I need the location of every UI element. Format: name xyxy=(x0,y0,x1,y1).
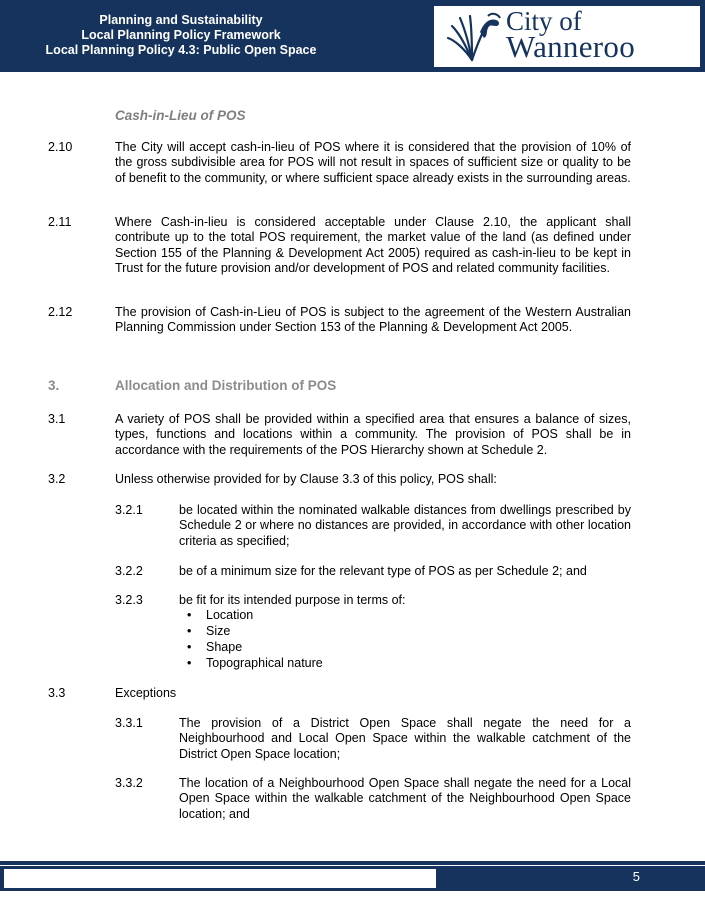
logo-text-city-of: City of xyxy=(506,6,582,36)
list-item xyxy=(179,624,323,640)
header-line-2: Local Planning Policy Framework xyxy=(81,28,281,42)
clause-text: Unless otherwise provided for by Clause 3.3 of this policy, POS shall: xyxy=(115,472,497,486)
subclause-text: The location of a Neighbourhood Open Space shall negate the need for a Local Open Space within the walkable catchment of the Neighbourhood Open Space location; and xyxy=(179,776,631,821)
list-item-text: Size xyxy=(206,624,231,638)
list-item-text: Shape xyxy=(206,640,243,654)
list-item-text: Location xyxy=(206,608,254,622)
clause-text: The provision of Cash-in-Lieu of POS is subject to the agreement of the Western Australian Planning Commission under Section 153 of the Planning & Development Act 2005. xyxy=(115,305,631,335)
subclause-text: be of a minimum size for the relevant type of POS as per Schedule 2; and xyxy=(179,564,587,578)
swan-logo-icon xyxy=(444,10,502,62)
clause-text: The City will accept cash-in-lieu of POS where it is considered that the provision of 10% of the gross subdivisible area for POS will not result in spaces of sufficient size or quality to be of benefit to the community, or where sufficient space already exists in the surrounding areas. xyxy=(115,140,631,185)
header-line-3: Local Planning Policy 4.3: Public Open Space xyxy=(45,43,317,57)
footer-blank-panel xyxy=(4,869,436,888)
subclause-number: 3.2.2 xyxy=(115,564,143,578)
subclause-text: be fit for its intended purpose in terms of: xyxy=(179,593,406,607)
city-logo xyxy=(434,6,700,67)
clause-text: Exceptions xyxy=(115,686,177,700)
page-number: 5 xyxy=(632,869,640,884)
clause-text: A variety of POS shall be provided within a specified area that ensures a balance of sizes, types, functions and locations within a community. The provision of POS shall be in accordance with the requirements of the POS Hierarchy shown at Schedule 2. xyxy=(115,412,631,457)
list-item xyxy=(179,656,323,672)
clause-number: 2.12 xyxy=(48,305,73,319)
header-titles xyxy=(0,13,362,58)
subclause-text: The provision of a District Open Space shall negate the need for a Neighbourhood and Local Open Space within the walkable catchment of the District Open Space location; xyxy=(179,716,631,761)
criteria-bullet-list xyxy=(179,608,323,672)
page-header xyxy=(0,0,705,72)
section-title: Allocation and Distribution of POS xyxy=(115,378,337,393)
subclause-number: 3.2.3 xyxy=(115,593,143,607)
subclause-number: 3.2.1 xyxy=(115,503,143,517)
subclause-text: be located within the nominated walkable distances from dwellings prescribed by Schedule 2 or where no distances are provided, in accordance with other location criteria as specified; xyxy=(179,503,631,548)
list-item xyxy=(179,640,323,656)
list-item-text: Topographical nature xyxy=(206,656,323,670)
header-line-1: Planning and Sustainability xyxy=(99,13,263,27)
subheading: Cash-in-Lieu of POS xyxy=(115,108,246,123)
bullet-icon: • xyxy=(187,656,192,670)
clause-number: 3.1 xyxy=(48,412,66,426)
clause-text: Where Cash-in-lieu is considered acceptable under Clause 2.10, the applicant shall contribute up to the total POS requirement, the market value of the land (as defined under Section 155 of the Planning & Development Act 2005) required as cash-in-lieu to be kept in Trust for the future provision and/or development of POS and related community facilities. xyxy=(115,215,631,275)
footer-divider xyxy=(0,861,705,865)
clause-number: 2.11 xyxy=(48,215,72,229)
clause-number: 3.2 xyxy=(48,472,66,486)
subclause-number: 3.3.1 xyxy=(115,716,143,730)
clause-number: 2.10 xyxy=(48,140,73,154)
subclause-number: 3.3.2 xyxy=(115,776,143,790)
bullet-icon: • xyxy=(187,608,192,622)
bullet-icon: • xyxy=(187,640,192,654)
section-number: 3. xyxy=(48,378,60,393)
logo-text-wanneroo: Wanneroo xyxy=(506,29,636,64)
bullet-icon: • xyxy=(187,624,192,638)
clause-number: 3.3 xyxy=(48,686,66,700)
list-item xyxy=(179,608,323,624)
